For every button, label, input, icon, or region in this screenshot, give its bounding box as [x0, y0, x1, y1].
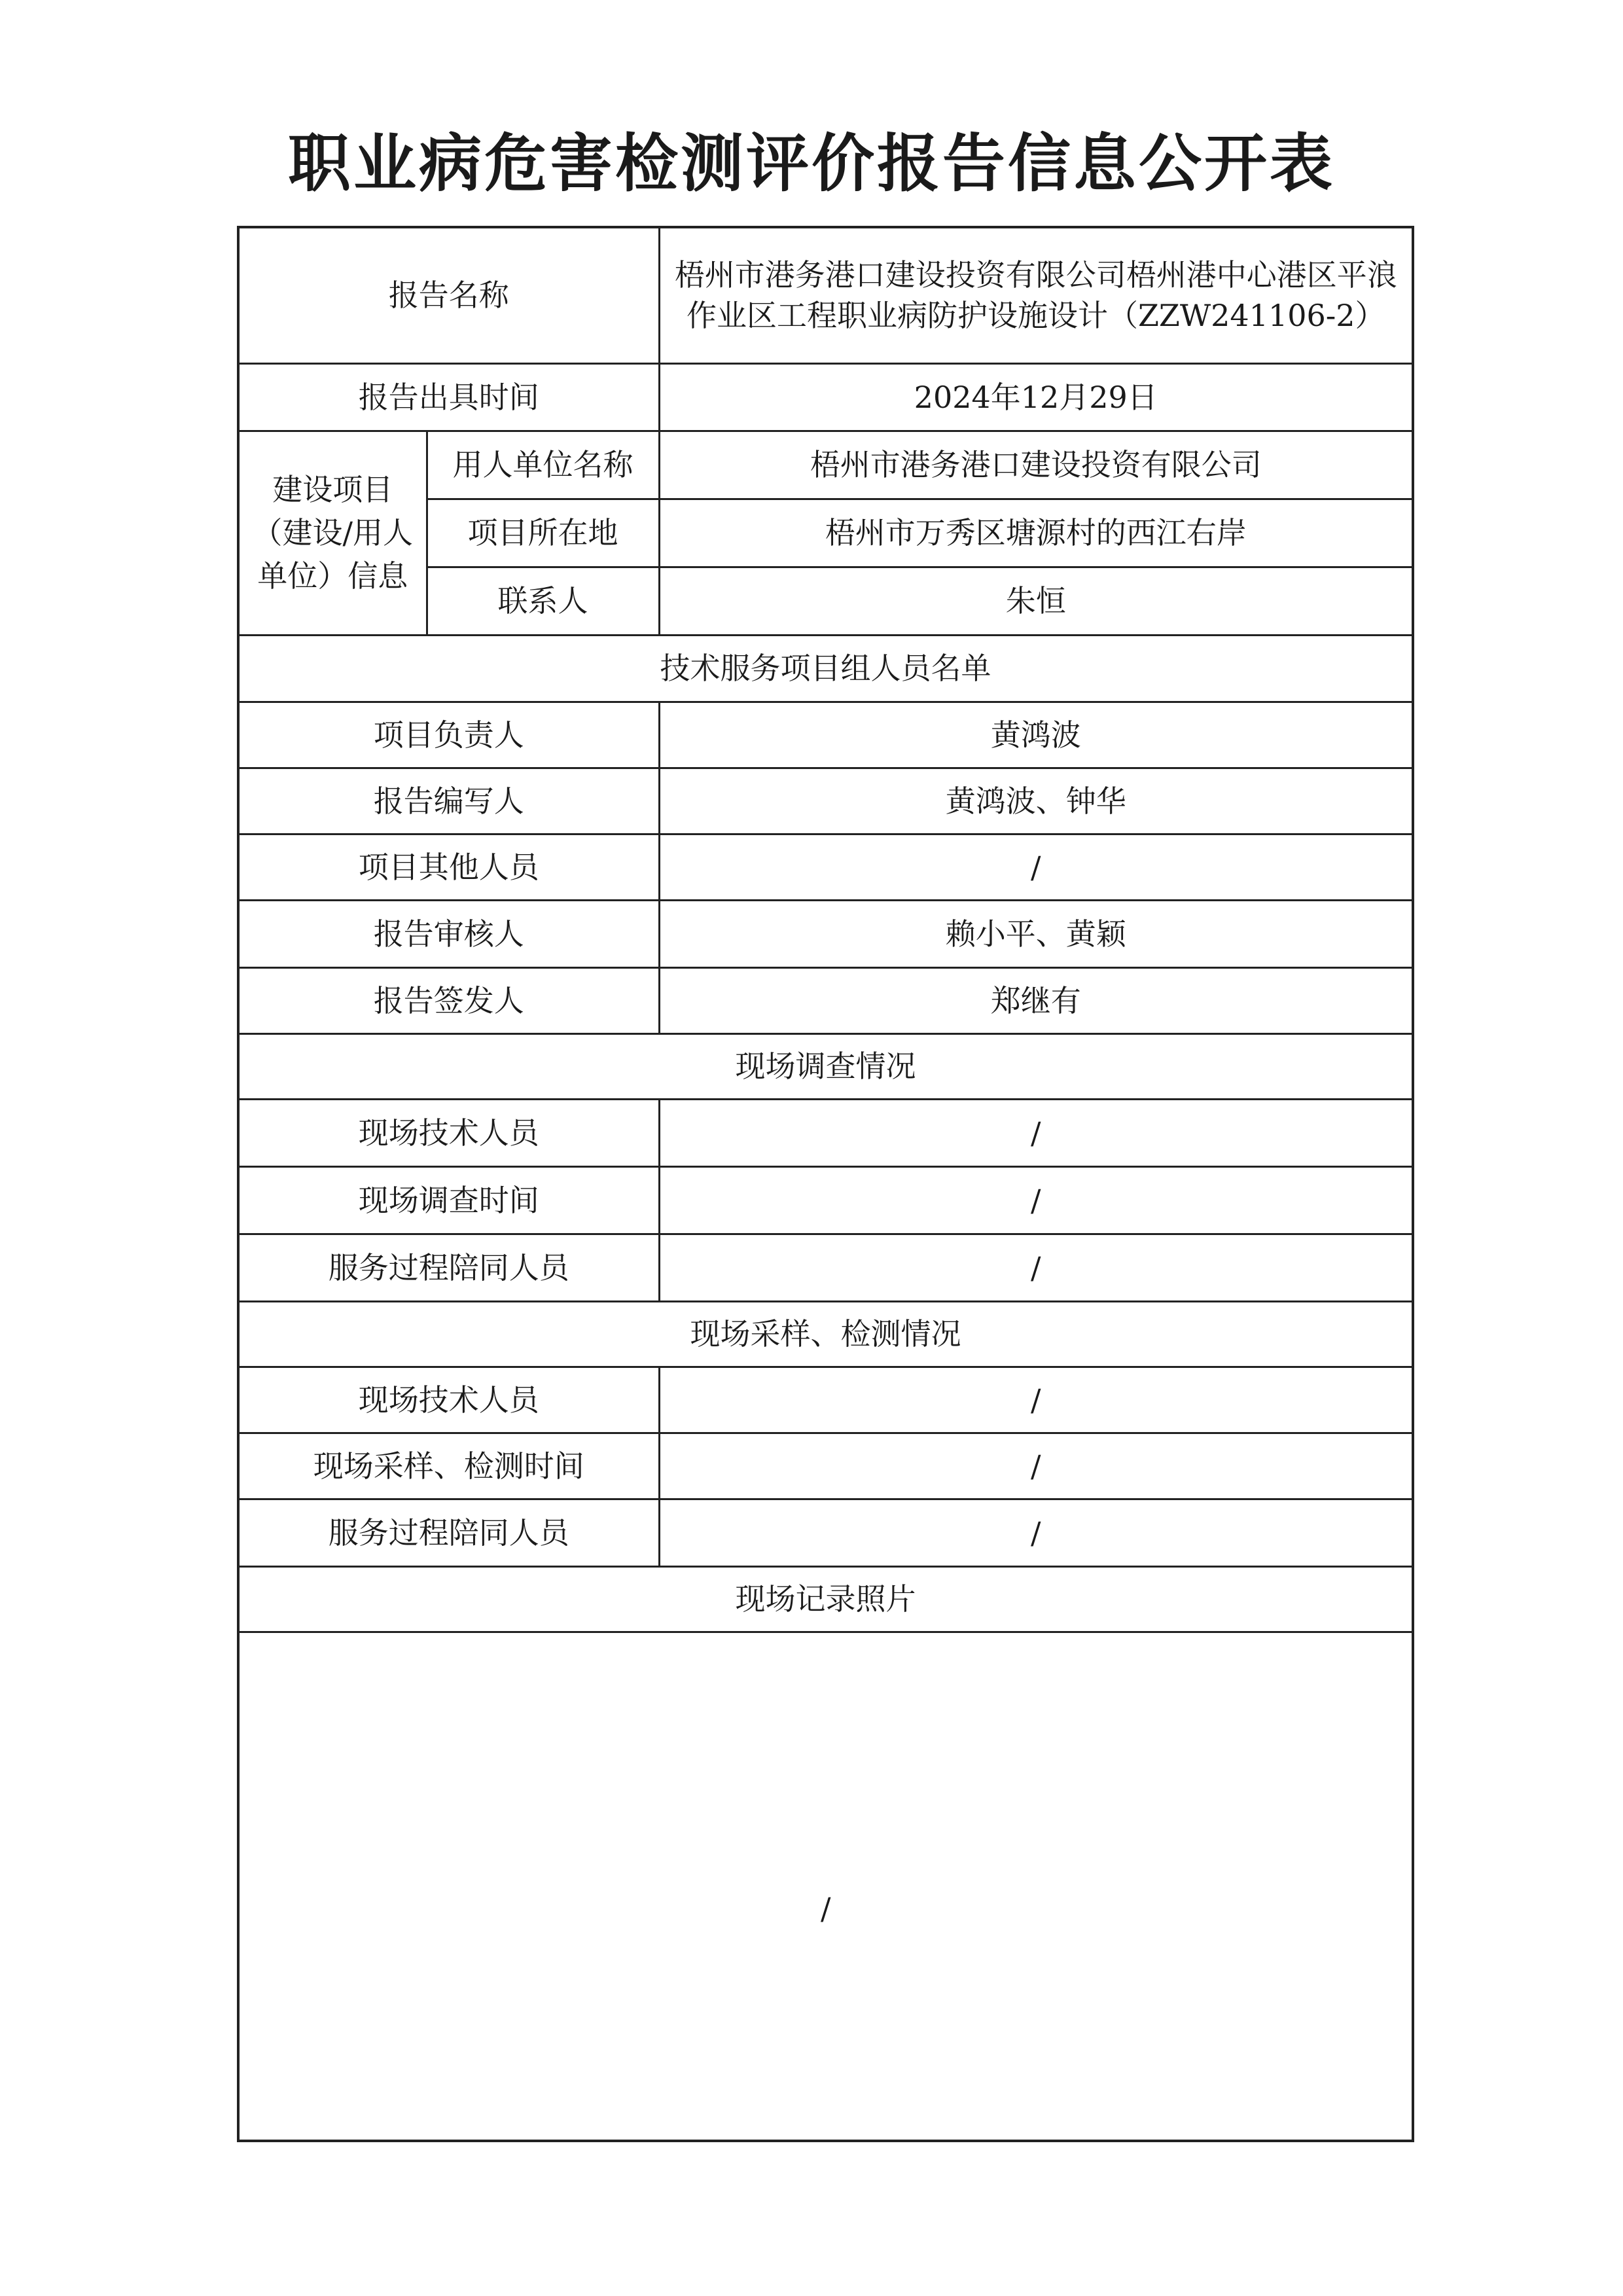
employer-label: 用人单位名称	[427, 431, 659, 499]
employer-row	[238, 431, 1413, 499]
table-row	[238, 900, 1413, 967]
table-row	[238, 1499, 1413, 1566]
sampling-row-value: /	[659, 1433, 1413, 1499]
survey-row-label: 现场调查时间	[238, 1166, 659, 1234]
report-date-value: 2024年12月29日	[659, 363, 1413, 431]
team-row-value: 赖小平、黄颖	[659, 900, 1413, 967]
survey-row-label: 现场技术人员	[238, 1099, 659, 1166]
contact-label: 联系人	[427, 567, 659, 635]
project-group-label: 建设项目（建设/用人单位）信息	[238, 431, 427, 635]
survey-row-value: /	[659, 1099, 1413, 1166]
report-name-value: 梧州市港务港口建设投资有限公司梧州港中心港区平浪作业区工程职业病防护设施设计（ZZW241106-2）	[659, 227, 1413, 363]
table-row	[238, 768, 1413, 834]
report-name-label: 报告名称	[238, 227, 659, 363]
report-date-row	[238, 363, 1413, 431]
team-row-label: 报告签发人	[238, 967, 659, 1033]
team-row-value: /	[659, 834, 1413, 900]
team-row-label: 报告审核人	[238, 900, 659, 967]
sampling-section-title: 现场采样、检测情况	[238, 1301, 1413, 1367]
survey-row-value: /	[659, 1166, 1413, 1234]
team-row-value: 黄鸿波	[659, 702, 1413, 768]
photos-section-row	[238, 1566, 1413, 1632]
table-row	[238, 1234, 1413, 1301]
team-section-title: 技术服务项目组人员名单	[238, 635, 1413, 702]
team-section-row	[238, 635, 1413, 702]
page-title: 职业病危害检测评价报告信息公开表	[288, 127, 1335, 200]
survey-row-value: /	[659, 1234, 1413, 1301]
table-row	[238, 834, 1413, 900]
sampling-row-label: 现场采样、检测时间	[238, 1433, 659, 1499]
sampling-row-value: /	[659, 1367, 1413, 1433]
report-date-label: 报告出具时间	[238, 363, 659, 431]
report-name-row	[238, 227, 1413, 363]
table-row	[238, 1099, 1413, 1166]
sampling-row-label: 现场技术人员	[238, 1367, 659, 1433]
location-label: 项目所在地	[427, 499, 659, 567]
sampling-row-value: /	[659, 1499, 1413, 1566]
photos-area	[238, 1632, 1413, 2141]
location-value: 梧州市万秀区塘源村的西江右岸	[659, 499, 1413, 567]
survey-row-label: 服务过程陪同人员	[238, 1234, 659, 1301]
sampling-section-row	[238, 1301, 1413, 1367]
table-row	[238, 1433, 1413, 1499]
contact-value: 朱恒	[659, 567, 1413, 635]
team-row-label: 项目其他人员	[238, 834, 659, 900]
table-row	[238, 1367, 1413, 1433]
table-row	[238, 967, 1413, 1033]
photos-row	[238, 1632, 1413, 2141]
team-row-value: 郑继有	[659, 967, 1413, 1033]
photos-section-title: 现场记录照片	[238, 1566, 1413, 1632]
survey-section-row	[238, 1033, 1413, 1099]
table-row	[238, 1166, 1413, 1234]
survey-section-title: 现场调查情况	[238, 1033, 1413, 1099]
table-row	[238, 702, 1413, 768]
team-row-value: 黄鸿波、钟华	[659, 768, 1413, 834]
employer-value: 梧州市港务港口建设投资有限公司	[659, 431, 1413, 499]
photos-value: /	[821, 1890, 831, 1926]
team-row-label: 报告编写人	[238, 768, 659, 834]
sampling-row-label: 服务过程陪同人员	[238, 1499, 659, 1566]
team-row-label: 项目负责人	[238, 702, 659, 768]
disclosure-table	[237, 226, 1414, 2142]
